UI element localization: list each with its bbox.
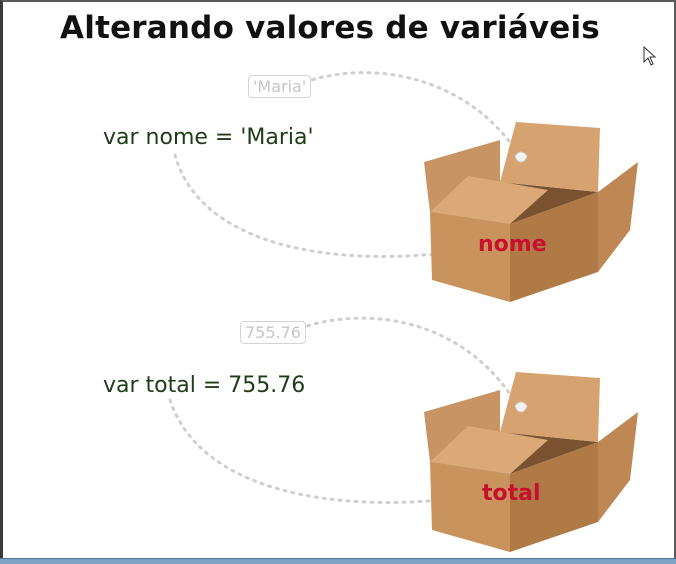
box-label-1: nome bbox=[478, 232, 547, 257]
mouse-cursor-icon bbox=[643, 46, 657, 66]
slide-title: Alterando valores de variáveis bbox=[60, 10, 600, 46]
cardboard-box-icon bbox=[420, 112, 642, 302]
value-tag-1: 'Maria' bbox=[248, 75, 311, 98]
value-tag-2: 755.76 bbox=[240, 321, 306, 344]
code-line-2: var total = 755.76 bbox=[103, 373, 306, 398]
cardboard-box-icon bbox=[420, 362, 642, 552]
box-label-2: total bbox=[482, 481, 541, 506]
code-line-1: var nome = 'Maria' bbox=[103, 125, 314, 150]
window-bottom-edge bbox=[0, 558, 676, 564]
